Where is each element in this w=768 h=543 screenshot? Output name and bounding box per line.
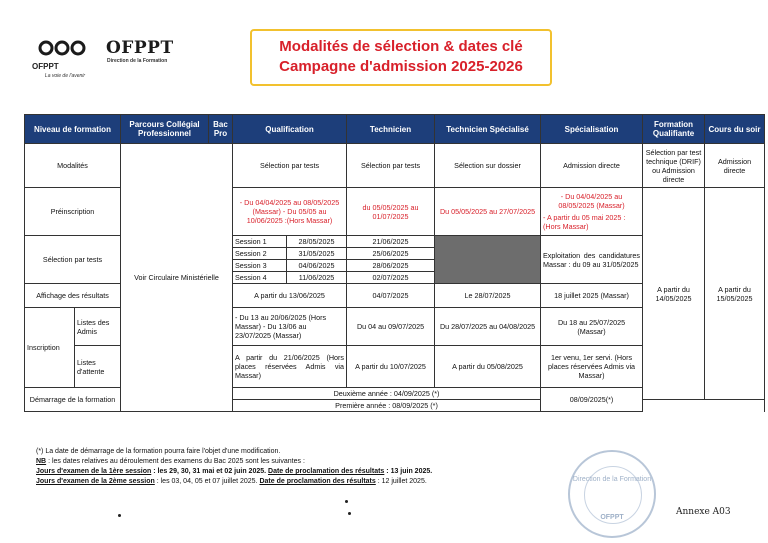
official-stamp bbox=[568, 450, 656, 538]
label-inscription: Inscription bbox=[25, 308, 75, 388]
label-listes-admis: Listes des Admis bbox=[75, 308, 121, 346]
logo-tagline: La voie de l'avenir bbox=[44, 73, 86, 79]
annex-label: Annexe A03 bbox=[676, 507, 731, 517]
p1-label: Date de proclamation des résultats bbox=[268, 468, 385, 475]
label-selection: Sélection par tests bbox=[25, 236, 121, 284]
title-line-2: Campagne d'admission 2025-2026 bbox=[279, 58, 523, 75]
session-4-name: Session 4 bbox=[233, 272, 287, 284]
preinscription-ts: Du 05/05/2025 au 27/07/2025 bbox=[435, 188, 541, 236]
session-2-tech: 25/06/2025 bbox=[347, 248, 435, 260]
header-specialisation: Spécialisation bbox=[541, 115, 643, 144]
affichage-ts: Le 28/07/2025 bbox=[435, 284, 541, 308]
j2-label: Jours d'examen de la 2ème session bbox=[36, 478, 155, 485]
modalites-cs: Admission directe bbox=[705, 144, 765, 188]
admission-table bbox=[24, 114, 765, 412]
preinscription-spec-massar: - Du 04/04/2025 au 08/05/2025 (Massar) bbox=[558, 192, 625, 210]
row-modalites bbox=[25, 144, 765, 188]
attente-specialisation: 1er venu, 1er servi. (Hors places réservées Admis via Massar) bbox=[541, 346, 643, 388]
brand-name: OFPPT bbox=[106, 38, 174, 58]
affichage-specialisation: 18 juillet 2025 (Massar) bbox=[541, 284, 643, 308]
j2-text: : les 03, 04, 05 et 07 juillet 2025. bbox=[154, 478, 260, 485]
j1-text: : les 29, 30, 31 mai et 02 juin 2025. bbox=[151, 468, 269, 475]
admis-specialisation: Du 18 au 25/07/2025 (Massar) bbox=[541, 308, 643, 346]
header-technicien: Technicien bbox=[347, 115, 435, 144]
session-3-name: Session 3 bbox=[233, 260, 287, 272]
label-modalites: Modalités bbox=[25, 144, 121, 188]
attente-technicien: A partir du 10/07/2025 bbox=[347, 346, 435, 388]
selection-specialisation: Exploitation des candidatures Massar : du 09 au 31/05/2025 bbox=[541, 236, 643, 284]
header-niveau: Niveau de formation bbox=[25, 115, 121, 144]
session-4-tech: 02/07/2025 bbox=[347, 272, 435, 284]
label-demarrage: Démarrage de la formation bbox=[25, 388, 121, 412]
header-bac-pro: Bac Pro bbox=[209, 115, 233, 144]
session-1-tech: 21/06/2025 bbox=[347, 236, 435, 248]
bullet-dot bbox=[345, 500, 348, 503]
preinscription-spec-hors-massar: - A partir du 05 mai 2025 :(Hors Massar) bbox=[543, 213, 626, 231]
header-parcours: Parcours Collégial Professionnel bbox=[121, 115, 209, 144]
ofppt-logo-icon bbox=[32, 36, 92, 64]
session-1-qualif: 28/05/2025 bbox=[287, 236, 347, 248]
j1-label: Jours d'examen de la 1ère session bbox=[36, 468, 152, 475]
p2-label: Date de proclamation des résultats bbox=[259, 478, 376, 485]
bullet-dot bbox=[118, 514, 121, 517]
stamp-text: Direction de la Formation bbox=[572, 476, 652, 483]
modalites-technicien: Sélection par tests bbox=[347, 144, 435, 188]
nb-text: : les dates relatives au déroulement des examens du Bac 2025 sont les suivantes : bbox=[46, 458, 305, 465]
note-session-2 bbox=[36, 477, 596, 487]
note-nb bbox=[36, 457, 596, 467]
p1-text: : 13 juin 2025. bbox=[384, 468, 433, 475]
preinscription-technicien: du 05/05/2025 au 01/07/2025 bbox=[347, 188, 435, 236]
label-preinscription: Préinscription bbox=[25, 188, 121, 236]
session-4-qualif: 11/06/2025 bbox=[287, 272, 347, 284]
preinscription-qualification: - Du 04/04/2025 au 08/05/2025 (Massar) - Du 05/05 au 10/06/2025 :(Hors Massar) bbox=[233, 188, 347, 236]
title-line-1: Modalités de sélection & dates clé bbox=[279, 38, 523, 55]
label-affichage: Affichage des résultats bbox=[25, 284, 121, 308]
admis-ts: Du 28/07/2025 au 04/08/2025 bbox=[435, 308, 541, 346]
stamp-bottom: OFPPT bbox=[600, 514, 624, 521]
note-demarrage: (*) La date de démarrage de la formation pourra faire l'objet d'une modification. bbox=[36, 448, 281, 455]
preinscription-specialisation bbox=[541, 188, 643, 236]
footnotes bbox=[36, 447, 596, 487]
parcours-value: Voir Circulaire Ministérielle bbox=[121, 144, 233, 412]
cs-affichage: A partir du 15/05/2025 bbox=[705, 188, 765, 400]
bullet-dot bbox=[348, 512, 351, 515]
label-listes-attente: Listes d'attente bbox=[75, 346, 121, 388]
nb-label: NB bbox=[36, 458, 47, 465]
fq-affichage: A partir du 14/05/2025 bbox=[643, 188, 705, 400]
demarrage-premiere: Première année : 08/09/2025 (*) bbox=[233, 400, 541, 412]
attente-qualification: A partir du 21/06/2025 (Hors places réservées Admis via Massar) bbox=[233, 346, 347, 388]
session-3-qualif: 04/06/2025 bbox=[287, 260, 347, 272]
modalites-qualification: Sélection par tests bbox=[233, 144, 347, 188]
brand-subtitle: Direction de la Formation bbox=[107, 58, 168, 64]
session-3-tech: 28/06/2025 bbox=[347, 260, 435, 272]
affichage-technicien: 04/07/2025 bbox=[347, 284, 435, 308]
header-qualification: Qualification bbox=[233, 115, 347, 144]
session-1-name: Session 1 bbox=[233, 236, 287, 248]
modalites-fq: Sélection par test technique (DRIF) ou Admission directe bbox=[643, 144, 705, 188]
header-cours-du-soir: Cours du soir bbox=[705, 115, 765, 144]
attente-ts: A partir du 05/08/2025 bbox=[435, 346, 541, 388]
selection-ts-empty bbox=[435, 236, 541, 284]
admis-technicien: Du 04 au 09/07/2025 bbox=[347, 308, 435, 346]
header-formation-qualifiante: Formation Qualifiante bbox=[643, 115, 705, 144]
header-ts: Technicien Spécialisé bbox=[435, 115, 541, 144]
session-2-name: Session 2 bbox=[233, 248, 287, 260]
logo-word: OFPPT bbox=[32, 62, 59, 71]
modalites-specialisation: Admission directe bbox=[541, 144, 643, 188]
document-title bbox=[250, 29, 552, 86]
p2-text: : 12 juillet 2025. bbox=[375, 478, 427, 485]
header-row bbox=[25, 115, 765, 144]
affichage-qualification: A partir du 13/06/2025 bbox=[233, 284, 347, 308]
admis-qualification: - Du 13 au 20/06/2025 (Hors Massar) - Du 13/06 au 23/07/2025 (Massar) bbox=[233, 308, 347, 346]
demarrage-specialisation: 08/09/2025(*) bbox=[541, 388, 643, 412]
demarrage-deuxieme: Deuxième année : 04/09/2025 (*) bbox=[233, 388, 541, 400]
note-session-1 bbox=[36, 467, 596, 477]
session-2-qualif: 31/05/2025 bbox=[287, 248, 347, 260]
modalites-ts: Sélection sur dossier bbox=[435, 144, 541, 188]
